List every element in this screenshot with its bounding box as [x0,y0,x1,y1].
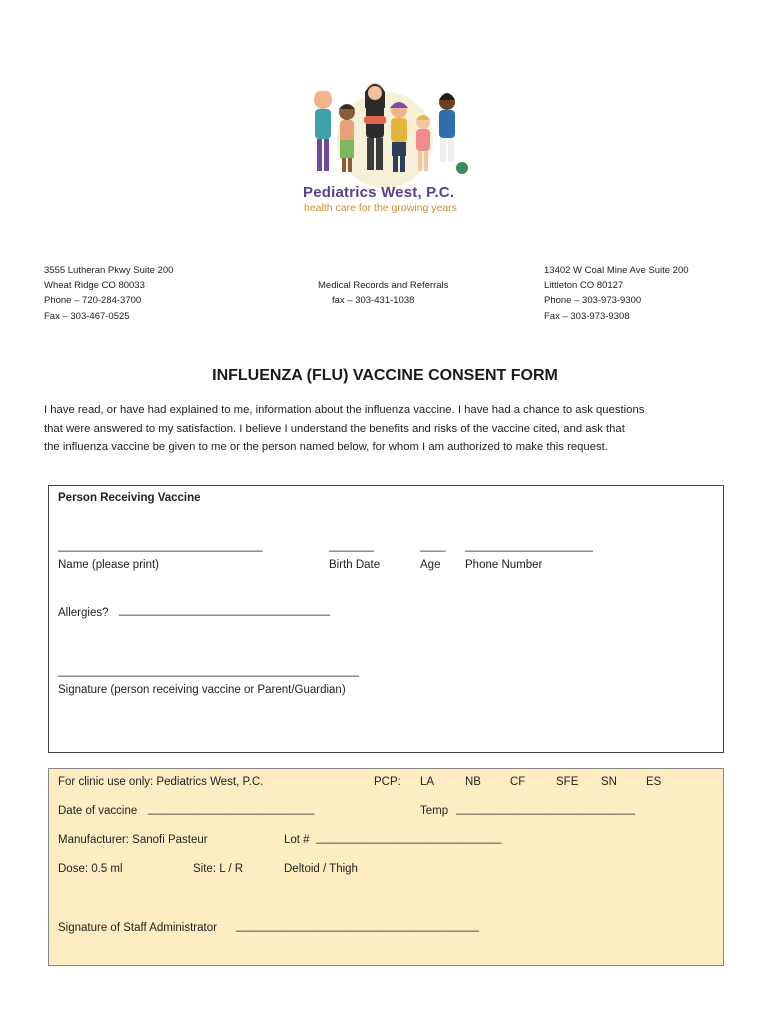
allergies-label: Allergies? [58,607,109,619]
site-location[interactable]: Deltoid / Thigh [284,863,358,875]
clinic-use-section [48,768,724,966]
birth-date-field[interactable]: _______ [329,540,374,552]
pcp-option-es[interactable]: ES [646,776,662,788]
address-left [44,263,173,324]
temp-field[interactable]: ____________________________ [456,803,636,815]
staff-signature-label: Signature of Staff Administrator [58,922,217,934]
intro-paragraph [44,401,734,457]
pcp-option-la[interactable]: LA [420,776,435,788]
pcp-label: PCP: [374,776,401,788]
intro-line: the influenza vaccine be given to me or the person named below, for whom I am authorized to make this request. [44,441,608,454]
pcp-option-nb[interactable]: NB [465,776,481,788]
intro-line: I have read, or have had explained to me, information about the influenza vaccine. I have had a chance to ask questions [44,404,645,416]
intro-line: that were answered to my satisfaction. I believe I understand the benefits and risks of the vaccine cited, and ask that [44,422,625,435]
address-line: 3555 Lutheran Pkwy Suite 200 [44,265,174,276]
address-line: Littleton CO 80127 [544,280,624,292]
brand-tagline: health care for the growing years [304,202,457,214]
name-field[interactable]: ________________________________ [58,540,263,552]
kids-illustration [295,78,480,188]
form-title: INFLUENZA (FLU) VACCINE CONSENT FORM [212,367,558,384]
address-line: Fax – 303-467-0525 [44,310,130,322]
brand-name: Pediatrics West, P.C. [303,184,455,201]
pcp-option-sfe[interactable]: SFE [556,776,579,788]
address-line: Phone – 720-284-3700 [44,295,142,307]
address-line: Wheat Ridge CO 80033 [44,280,145,292]
recipient-heading: Person Receiving Vaccine [58,492,201,504]
date-of-vaccine-field[interactable]: __________________________ [148,803,315,815]
site-option[interactable]: Site: L / R [193,863,244,875]
manufacturer: Manufacturer: Sanofi Pasteur [58,834,208,846]
address-line: fax – 303-431-1038 [332,295,415,307]
lot-label: Lot # [284,834,310,846]
address-line: Fax – 303-973-9308 [544,310,630,322]
address-line: Phone – 303-973-9300 [544,295,642,307]
age-label: Age [420,559,441,571]
address-center [318,278,448,308]
name-label: Name (please print) [58,559,159,571]
pcp-option-cf[interactable]: CF [510,776,526,788]
allergies-field[interactable]: _________________________________ [119,604,331,616]
birth-date-label: Birth Date [329,559,381,571]
dose: Dose: 0.5 ml [58,863,123,875]
pcp-option-sn[interactable]: SN [601,776,617,788]
address-line: 13402 W Coal Mine Ave Suite 200 [544,265,689,276]
age-field[interactable]: ____ [420,540,446,552]
signature-label: Signature (person receiving vaccine or Parent/Guardian) [58,684,346,696]
date-of-vaccine-label: Date of vaccine [58,805,138,817]
signature-field[interactable]: _______________________________________________ [58,665,359,677]
address-line: Medical Records and Referrals [318,280,449,291]
temp-label: Temp [420,805,449,817]
clinic-header: For clinic use only: Pediatrics West, P.C. [58,776,264,788]
lot-field[interactable]: _____________________________ [316,832,502,844]
staff-signature-field[interactable]: ______________________________________ [236,920,480,932]
phone-label: Phone Number [465,559,543,571]
recipient-section [48,485,724,753]
phone-field[interactable]: ____________________ [465,540,593,552]
address-right [544,263,689,324]
